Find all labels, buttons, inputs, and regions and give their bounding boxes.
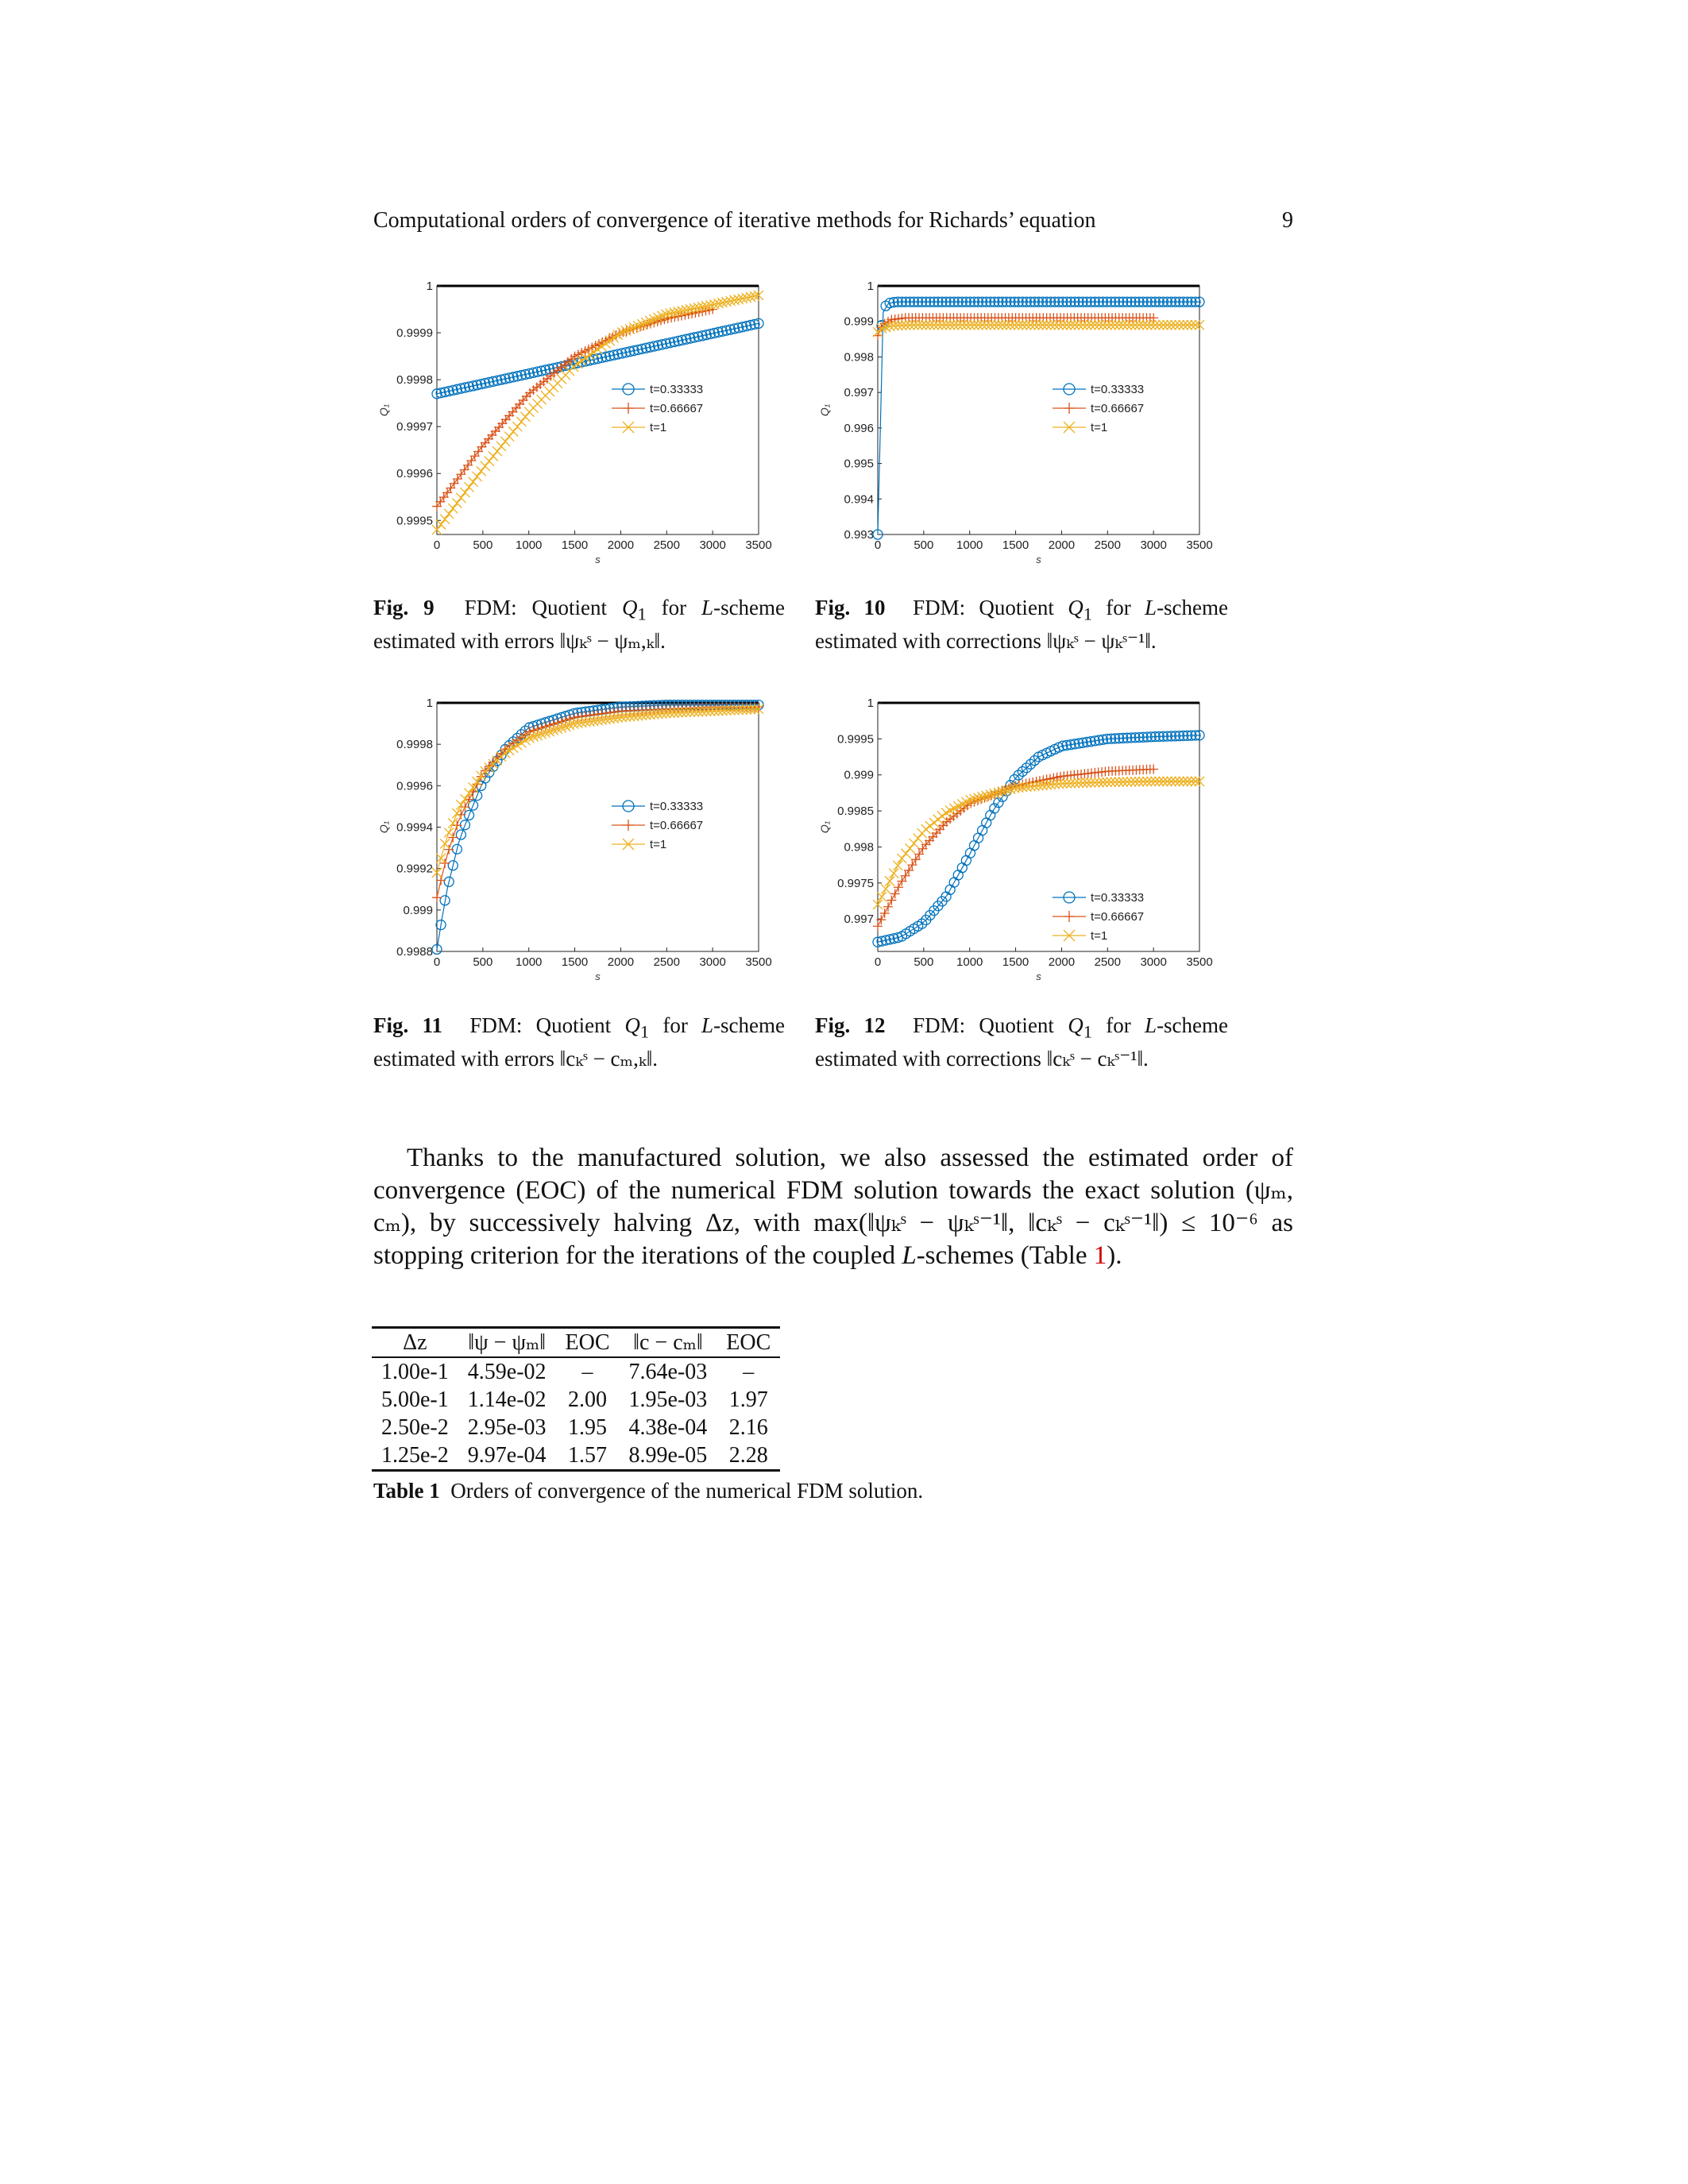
y-tick-label: 1 [867,696,874,710]
x-tick-label: 1500 [561,538,589,552]
caption-scheme: L [701,1013,714,1037]
caption-text: -scheme estimated with errors ‖cₖˢ − cₘ,ₖ‖. [373,1013,786,1071]
x-axis-label: s [595,970,601,982]
caption-label: Fig. 12 [815,1013,886,1037]
header-c-error: ‖c − cₘ‖ [633,1330,703,1355]
caption-text: for [649,1013,702,1037]
table-cell: 2.16 [728,1415,768,1440]
table-cell: 1.14e-02 [467,1387,547,1412]
eoc-table [372,1326,780,1472]
table-cell: 2.00 [568,1387,608,1412]
x-tick-label: 500 [914,955,934,969]
x-tick-label: 500 [473,955,493,969]
figure-12-caption [815,1012,1228,1073]
x-tick-label: 3000 [699,538,726,552]
y-tick-label: 0.9975 [837,876,874,890]
y-tick-label: 0.998 [844,350,874,365]
figure-10-caption [815,594,1228,655]
x-axis-label: s [595,554,601,565]
y-tick-label: 0.998 [844,840,874,855]
y-tick-label: 0.9988 [396,945,433,959]
figure-11-chart [373,695,818,989]
caption-q: Q [1068,596,1083,619]
table-cell: 1.57 [568,1443,608,1468]
legend-label: t=0.66667 [1091,402,1145,415]
y-tick-label: 0.999 [844,768,874,782]
table-cell: 5.00e-1 [381,1387,449,1412]
caption-text: for [1091,596,1145,619]
caption-text: for [646,596,702,619]
table-cell: 4.59e-02 [467,1360,547,1384]
caption-q: Q [621,596,638,619]
x-tick-label: 1000 [516,955,543,969]
caption-text: -scheme estimated with corrections ‖ψₖˢ − ψₖˢ⁻¹‖. [815,596,1229,654]
x-axis-label: s [1036,554,1041,565]
x-tick-label: 0 [433,955,441,969]
legend-label: t=0.33333 [650,383,704,396]
table-header-row [372,1328,780,1358]
caption-q: Q [624,1013,640,1037]
x-axis-label: s [1036,970,1041,982]
caption-q-sub: 1 [1083,604,1092,624]
y-tick-label: 0.9998 [396,738,433,752]
legend-label: t=0.33333 [1091,891,1145,905]
legend-label: t=0.33333 [650,800,704,813]
caption-text: for [1091,1013,1145,1037]
x-tick-label: 1000 [516,538,543,552]
y-axis-label: Q₁ [377,403,390,417]
caption-label: Fig. 10 [815,596,886,619]
x-tick-label: 3500 [745,538,772,552]
x-tick-label: 2500 [1094,955,1121,969]
header-eoc-c: EOC [726,1330,771,1355]
y-tick-label: 0.996 [844,421,874,435]
table-cell: 8.99e-05 [628,1443,708,1468]
figure-12-chart [814,695,1259,989]
x-tick-label: 2500 [1094,538,1121,552]
y-tick-label: 0.9996 [396,467,433,481]
x-tick-label: 3000 [1140,538,1167,552]
table-caption [373,1479,923,1503]
table-row [372,1414,780,1441]
y-axis-label: Q₁ [818,403,831,417]
table-cell: – [581,1360,593,1384]
legend-label: t=0.33333 [1091,383,1145,396]
paragraph-scheme: L [902,1241,917,1270]
running-head [373,208,1293,233]
plot-area [437,703,759,951]
y-axis-label: Q₁ [818,820,831,834]
y-tick-label: 1 [426,280,433,293]
table-cell: 1.95 [568,1415,608,1440]
x-tick-label: 0 [874,955,882,969]
y-tick-label: 0.997 [844,386,874,400]
y-tick-label: 1 [867,280,874,293]
header-dz: Δz [403,1330,427,1355]
x-tick-label: 3000 [699,955,726,969]
legend-label: t=0.66667 [650,402,704,415]
x-tick-label: 2000 [1048,955,1076,969]
y-tick-label: 0.9995 [837,732,874,747]
figure-9-chart [373,278,818,572]
legend-label: t=1 [650,838,667,851]
y-tick-label: 0.9996 [396,779,433,793]
y-axis-label: Q₁ [377,820,390,834]
figure-11-caption [373,1012,785,1073]
x-tick-label: 1500 [1002,538,1029,552]
caption-label: Fig. 11 [373,1013,442,1037]
x-tick-label: 3500 [1186,955,1213,969]
plot-area [878,286,1199,534]
legend-label: t=1 [650,421,667,434]
table-cell: 9.97e-04 [467,1443,547,1468]
y-tick-label: 0.999 [403,903,433,917]
y-tick-label: 0.995 [844,457,874,471]
y-tick-label: 0.993 [844,528,874,542]
running-head-title: Computational orders of convergence of iterative methods for Richards’ equation [373,208,1096,233]
caption-text: FDM: Quotient [913,1013,1068,1037]
table-cell: 7.64e-03 [628,1360,708,1384]
paragraph-text: ). [1107,1241,1122,1270]
x-tick-label: 3500 [745,955,772,969]
x-tick-label: 0 [433,538,441,552]
x-tick-label: 500 [473,538,493,552]
paragraph-text: -schemes (Table [916,1241,1094,1270]
header-psi-error: ‖ψ − ψₘ‖ [468,1330,547,1355]
legend-label: t=0.66667 [1091,910,1145,924]
caption-text: -scheme estimated with corrections ‖cₖˢ − cₖˢ⁻¹‖. [815,1013,1229,1071]
y-tick-label: 0.9985 [837,805,874,819]
x-tick-label: 1500 [1002,955,1029,969]
figure-10-chart [814,278,1259,572]
y-tick-label: 0.9992 [396,862,433,876]
caption-q-sub: 1 [1083,1021,1092,1042]
table-reference-link[interactable]: 1 [1093,1241,1107,1270]
caption-q-sub: 1 [639,1021,650,1042]
y-tick-label: 1 [426,696,433,710]
caption-scheme: L [1145,1013,1157,1037]
y-tick-label: 0.9999 [396,326,433,341]
x-tick-label: 2000 [1048,538,1076,552]
table-cell: 1.97 [728,1387,768,1412]
caption-scheme: L [701,596,714,619]
table-cell: 2.95e-03 [467,1415,547,1440]
table-caption-text: Orders of convergence of the numerical FDM solution. [450,1479,924,1503]
table-cell: 1.25e-2 [381,1443,449,1468]
y-tick-label: 0.994 [844,492,874,507]
x-tick-label: 2500 [653,538,680,552]
y-tick-label: 0.9998 [396,373,433,388]
table-row [372,1357,780,1386]
legend-label: t=0.66667 [650,819,704,832]
table-caption-label: Table 1 [373,1479,440,1503]
y-tick-label: 0.9997 [396,420,433,434]
y-tick-label: 0.999 [844,314,874,329]
caption-text: FDM: Quotient [464,596,622,619]
table-cell: 1.00e-1 [381,1360,449,1384]
x-tick-label: 2000 [607,538,635,552]
x-tick-label: 2500 [653,955,680,969]
x-tick-label: 3500 [1186,538,1213,552]
caption-q-sub: 1 [637,604,647,624]
x-tick-label: 0 [874,538,882,552]
caption-text: FDM: Quotient [913,596,1068,619]
y-tick-label: 0.9995 [396,514,433,528]
plot-area [437,286,759,534]
figure-9-caption [373,594,785,655]
table-cell: 2.28 [728,1443,768,1468]
table-cell: 2.50e-2 [381,1415,449,1440]
caption-q: Q [1068,1013,1083,1037]
caption-scheme: L [1145,596,1157,619]
table-cell: 4.38e-04 [628,1415,708,1440]
body-paragraph [373,1142,1293,1272]
y-tick-label: 0.997 [844,913,874,927]
caption-text: FDM: Quotient [469,1013,625,1037]
table-row [372,1441,780,1471]
y-tick-label: 0.9994 [396,820,433,835]
x-tick-label: 1000 [956,538,983,552]
table-cell: 1.95e-03 [628,1387,708,1412]
x-tick-label: 500 [914,538,934,552]
table-row [372,1386,780,1414]
x-tick-label: 3000 [1140,955,1167,969]
caption-label: Fig. 9 [373,596,435,619]
header-eoc-psi: EOC [565,1330,610,1355]
x-tick-label: 1500 [561,955,589,969]
paragraph-text: Thanks to the manufactured solution, we also assessed the estimated order of convergence (EOC) of the numerical FDM solution towards the exact solution (ψₘ, cₘ), by successively halving Δz, with max(‖ψₖˢ − ψₖˢ⁻¹‖, ‖cₖˢ − cₖˢ⁻¹‖) ≤ 10⁻⁶ as stopping criterion for the iterations of the coupled [373,1144,1293,1270]
x-tick-label: 1000 [956,955,983,969]
table-cell: – [743,1360,755,1384]
x-tick-label: 2000 [607,955,635,969]
legend-label: t=1 [1091,421,1108,434]
caption-text: -scheme estimated with errors ‖ψₖˢ − ψₘ,ₖ‖. [373,596,786,654]
legend-label: t=1 [1091,929,1108,943]
page-number: 9 [1282,208,1293,233]
